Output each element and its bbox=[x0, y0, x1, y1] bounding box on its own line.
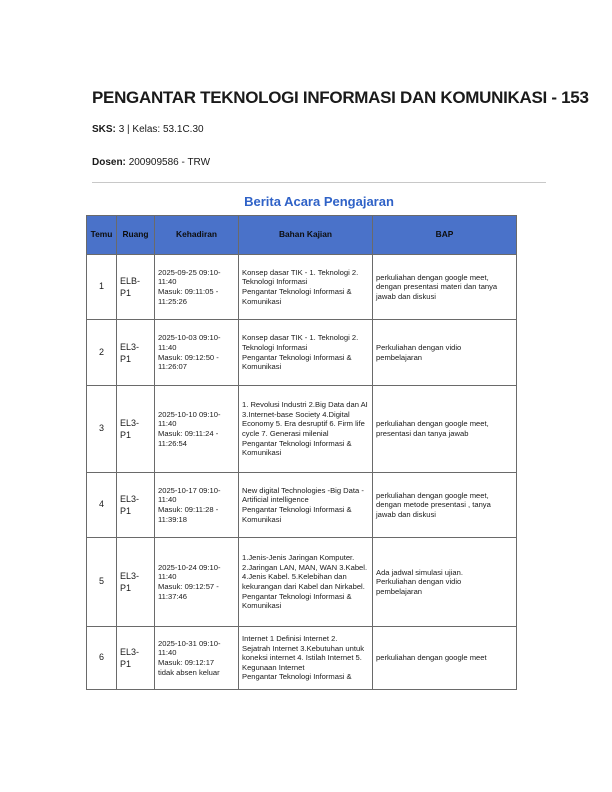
table-row bbox=[87, 473, 517, 538]
cell-kehadiran: 2025-10-10 09:10- 11:40 Masuk: 09:11:24 - 11:26:54 bbox=[155, 386, 239, 473]
cell-bahan-kajian: 1.Jenis-Jenis Jaringan Komputer. 2.Jaringan LAN, MAN, WAN 3.Kabel. 4.Jenis Kabel. 5.Kelebihan dan kekurangan dari Kabel dan Nirkabel. Pengantar Teknologi Informasi & Komunikasi bbox=[239, 538, 373, 627]
table-row bbox=[87, 538, 517, 627]
cell-kehadiran: 2025-10-24 09:10- 11:40 Masuk: 09:12:57 - 11:37:46 bbox=[155, 538, 239, 627]
cell-temu: 4 bbox=[87, 473, 117, 538]
header-ruang: Ruang bbox=[117, 216, 155, 255]
header-bahan-kajian: Bahan Kajian bbox=[239, 216, 373, 255]
cell-bahan-kajian: New digital Technologies -Big Data - Artificial intelligence Pengantar Teknologi Informasi & Komunikasi bbox=[239, 473, 373, 538]
cell-ruang: EL3- P1 bbox=[117, 320, 155, 386]
bap-table bbox=[86, 215, 517, 690]
table-row bbox=[87, 627, 517, 690]
sks-class-value: 3 | Kelas: 53.1C.30 bbox=[118, 124, 204, 135]
table-row bbox=[87, 386, 517, 473]
sks-label: SKS: bbox=[92, 124, 116, 135]
section-divider bbox=[92, 182, 546, 183]
cell-ruang: EL3- P1 bbox=[117, 386, 155, 473]
cell-kehadiran: 2025-10-03 09:10- 11:40 Masuk: 09:12:50 - 11:26:07 bbox=[155, 320, 239, 386]
header-kehadiran: Kehadiran bbox=[155, 216, 239, 255]
cell-ruang: EL3- P1 bbox=[117, 538, 155, 627]
cell-bahan-kajian: Konsep dasar TIK - 1. Teknologi 2. Teknologi Informasi Pengantar Teknologi Informasi & Komunikasi bbox=[239, 255, 373, 320]
cell-bap: Perkuliahan dengan vidio pembelajaran bbox=[373, 320, 517, 386]
cell-ruang: EL3- P1 bbox=[117, 473, 155, 538]
section-title: Berita Acara Pengajaran bbox=[244, 194, 394, 209]
cell-bahan-kajian: Konsep dasar TIK - 1. Teknologi 2. Teknologi Informasi Pengantar Teknologi Informasi & Komunikasi bbox=[239, 320, 373, 386]
cell-bap: perkuliahan dengan google meet bbox=[373, 627, 517, 690]
cell-temu: 3 bbox=[87, 386, 117, 473]
header-bap: BAP bbox=[373, 216, 517, 255]
header-temu: Temu bbox=[87, 216, 117, 255]
table-row bbox=[87, 320, 517, 386]
table-row bbox=[87, 255, 517, 320]
cell-temu: 1 bbox=[87, 255, 117, 320]
cell-bahan-kajian: Internet 1 Definisi Internet 2. Sejatrah Internet 3.Kebutuhan untuk koneksi internet 4. Istilah Internet 5. Kegunaan Internet Pengantar Teknologi Informasi & bbox=[239, 627, 373, 690]
cell-bap: perkuliahan dengan google meet, dengan presentasi materi dan tanya jawab dan diskusi bbox=[373, 255, 517, 320]
dosen-value: 200909586 - TRW bbox=[128, 157, 211, 168]
dosen-label: Dosen: bbox=[92, 157, 126, 168]
course-title: PENGANTAR TEKNOLOGI INFORMASI DAN KOMUNIKASI - 153 bbox=[92, 88, 589, 107]
cell-kehadiran: 2025-09-25 09:10- 11:40 Masuk: 09:11:05 - 11:25:26 bbox=[155, 255, 239, 320]
cell-bahan-kajian: 1. Revolusi Industri 2.Big Data dan AI 3.Internet-base Society 4.Digital Economy 5. Era desruptif 6. Firm life cycle 7. Generasi milenial Pengantar Teknologi Informasi & Komunikasi bbox=[239, 386, 373, 473]
cell-ruang: EL3- P1 bbox=[117, 627, 155, 690]
cell-bap: Ada jadwal simulasi ujian. Perkuliahan dengan vidio pembelajaran bbox=[373, 538, 517, 627]
table-header-row bbox=[87, 216, 517, 255]
cell-kehadiran: 2025-10-31 09:10- 11:40 Masuk: 09:12:17 tidak absen keluar bbox=[155, 627, 239, 690]
cell-kehadiran: 2025-10-17 09:10- 11:40 Masuk: 09:11:28 - 11:39:18 bbox=[155, 473, 239, 538]
cell-ruang: ELB- P1 bbox=[117, 255, 155, 320]
cell-temu: 5 bbox=[87, 538, 117, 627]
lecturer-meta bbox=[92, 157, 210, 168]
cell-bap: perkuliahan dengan google meet, presentasi dan tanya jawab bbox=[373, 386, 517, 473]
course-meta bbox=[92, 124, 204, 135]
cell-temu: 6 bbox=[87, 627, 117, 690]
cell-bap: perkuliahan dengan google meet, dengan metode presentasi , tanya jawab dan diskusi bbox=[373, 473, 517, 538]
cell-temu: 2 bbox=[87, 320, 117, 386]
